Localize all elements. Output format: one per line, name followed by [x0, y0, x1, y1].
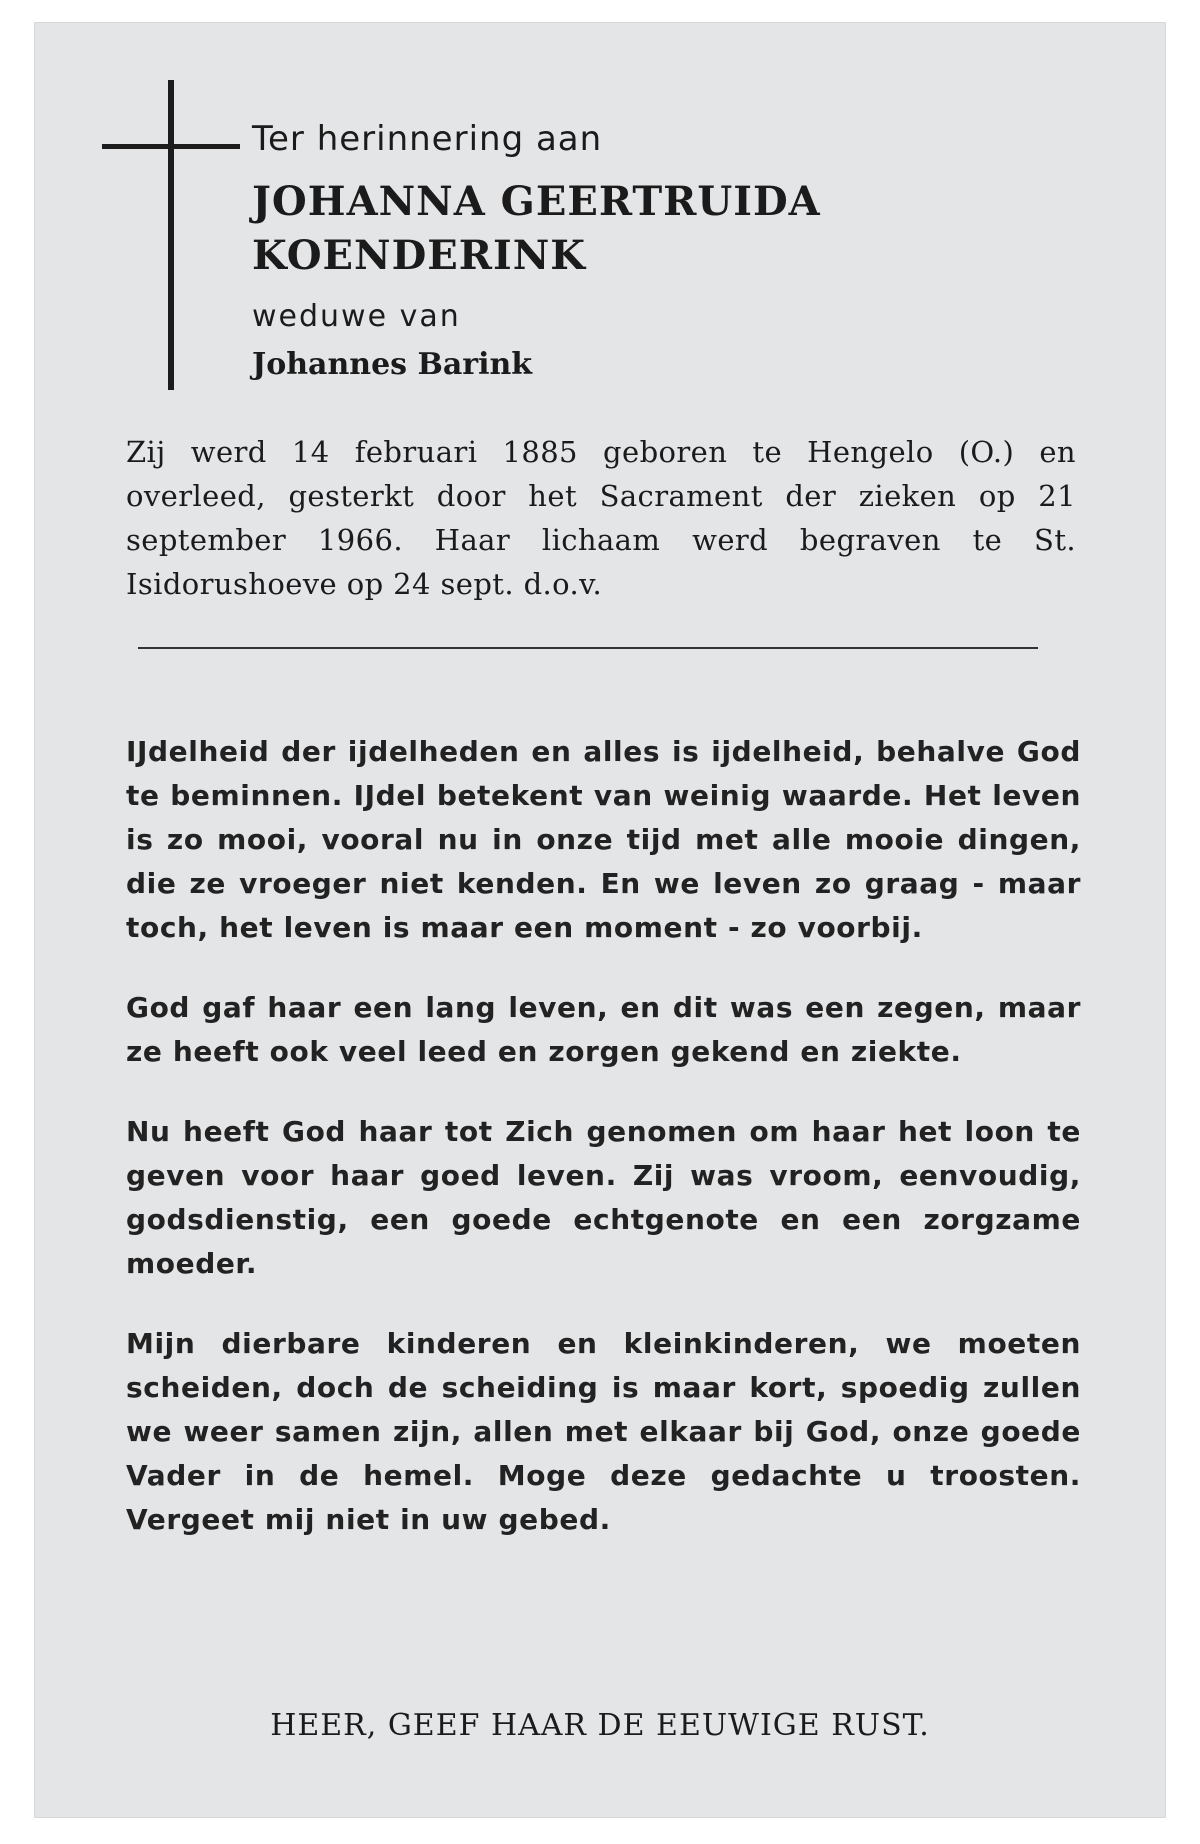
cross-icon: [168, 80, 174, 390]
memorial-text: [126, 730, 1081, 1578]
intro-text: Ter herinnering aan: [252, 119, 603, 159]
widow-of-text: weduwe van: [252, 299, 461, 334]
spouse-name: Johannes Barink: [252, 347, 533, 382]
paragraph: Nu heeft God haar tot Zich genomen om haar het loon te geven voor haar goed leven. Zij was vroom, eenvoudig, godsdienstig, een goede echtgenote en een zorgzame moeder.: [126, 1115, 1081, 1280]
memorial-card: [34, 22, 1166, 1818]
paragraph: God gaf haar een lang leven, en dit was een zegen, maar ze heeft ook veel leed en zorgen gekend en ziekte.: [126, 991, 1081, 1068]
biography-text: Zij werd 14 februari 1885 geboren te Hengelo (O.) en overleed, gesterkt door het Sacrament der zieken op 21 september 1966. Haar lichaam werd begraven te St. Isidorushoeve op 24 sept. d.o.v.: [126, 435, 1076, 601]
closing-prayer: HEER, GEEF HAAR DE EEUWIGE RUST.: [270, 1708, 930, 1743]
deceased-name-line1: JOHANNA GEERTRUIDA: [252, 178, 821, 225]
divider-line: [138, 647, 1038, 649]
paragraph: IJdelheid der ijdelheden en alles is ijdelheid, behalve God te beminnen. IJdel betekent van weinig waarde. Het leven is zo mooi, vooral nu in onze tijd met alle mooie dingen, die ze vroeger niet kenden. En we leven zo graag - maar toch, het leven is maar een moment - zo voorbij.: [126, 735, 1081, 944]
cross-icon-bar: [102, 144, 240, 149]
paragraph: Mijn dierbare kinderen en kleinkinderen, we moeten scheiden, doch de scheiding is maar kort, spoedig zullen we weer samen zijn, allen met elkaar bij God, onze goede Vader in de hemel. Moge deze gedachte u troosten. Vergeet mij niet in uw gebed.: [126, 1327, 1081, 1536]
card-header: [252, 117, 1012, 385]
deceased-name-line2: KOENDERINK: [252, 232, 587, 279]
